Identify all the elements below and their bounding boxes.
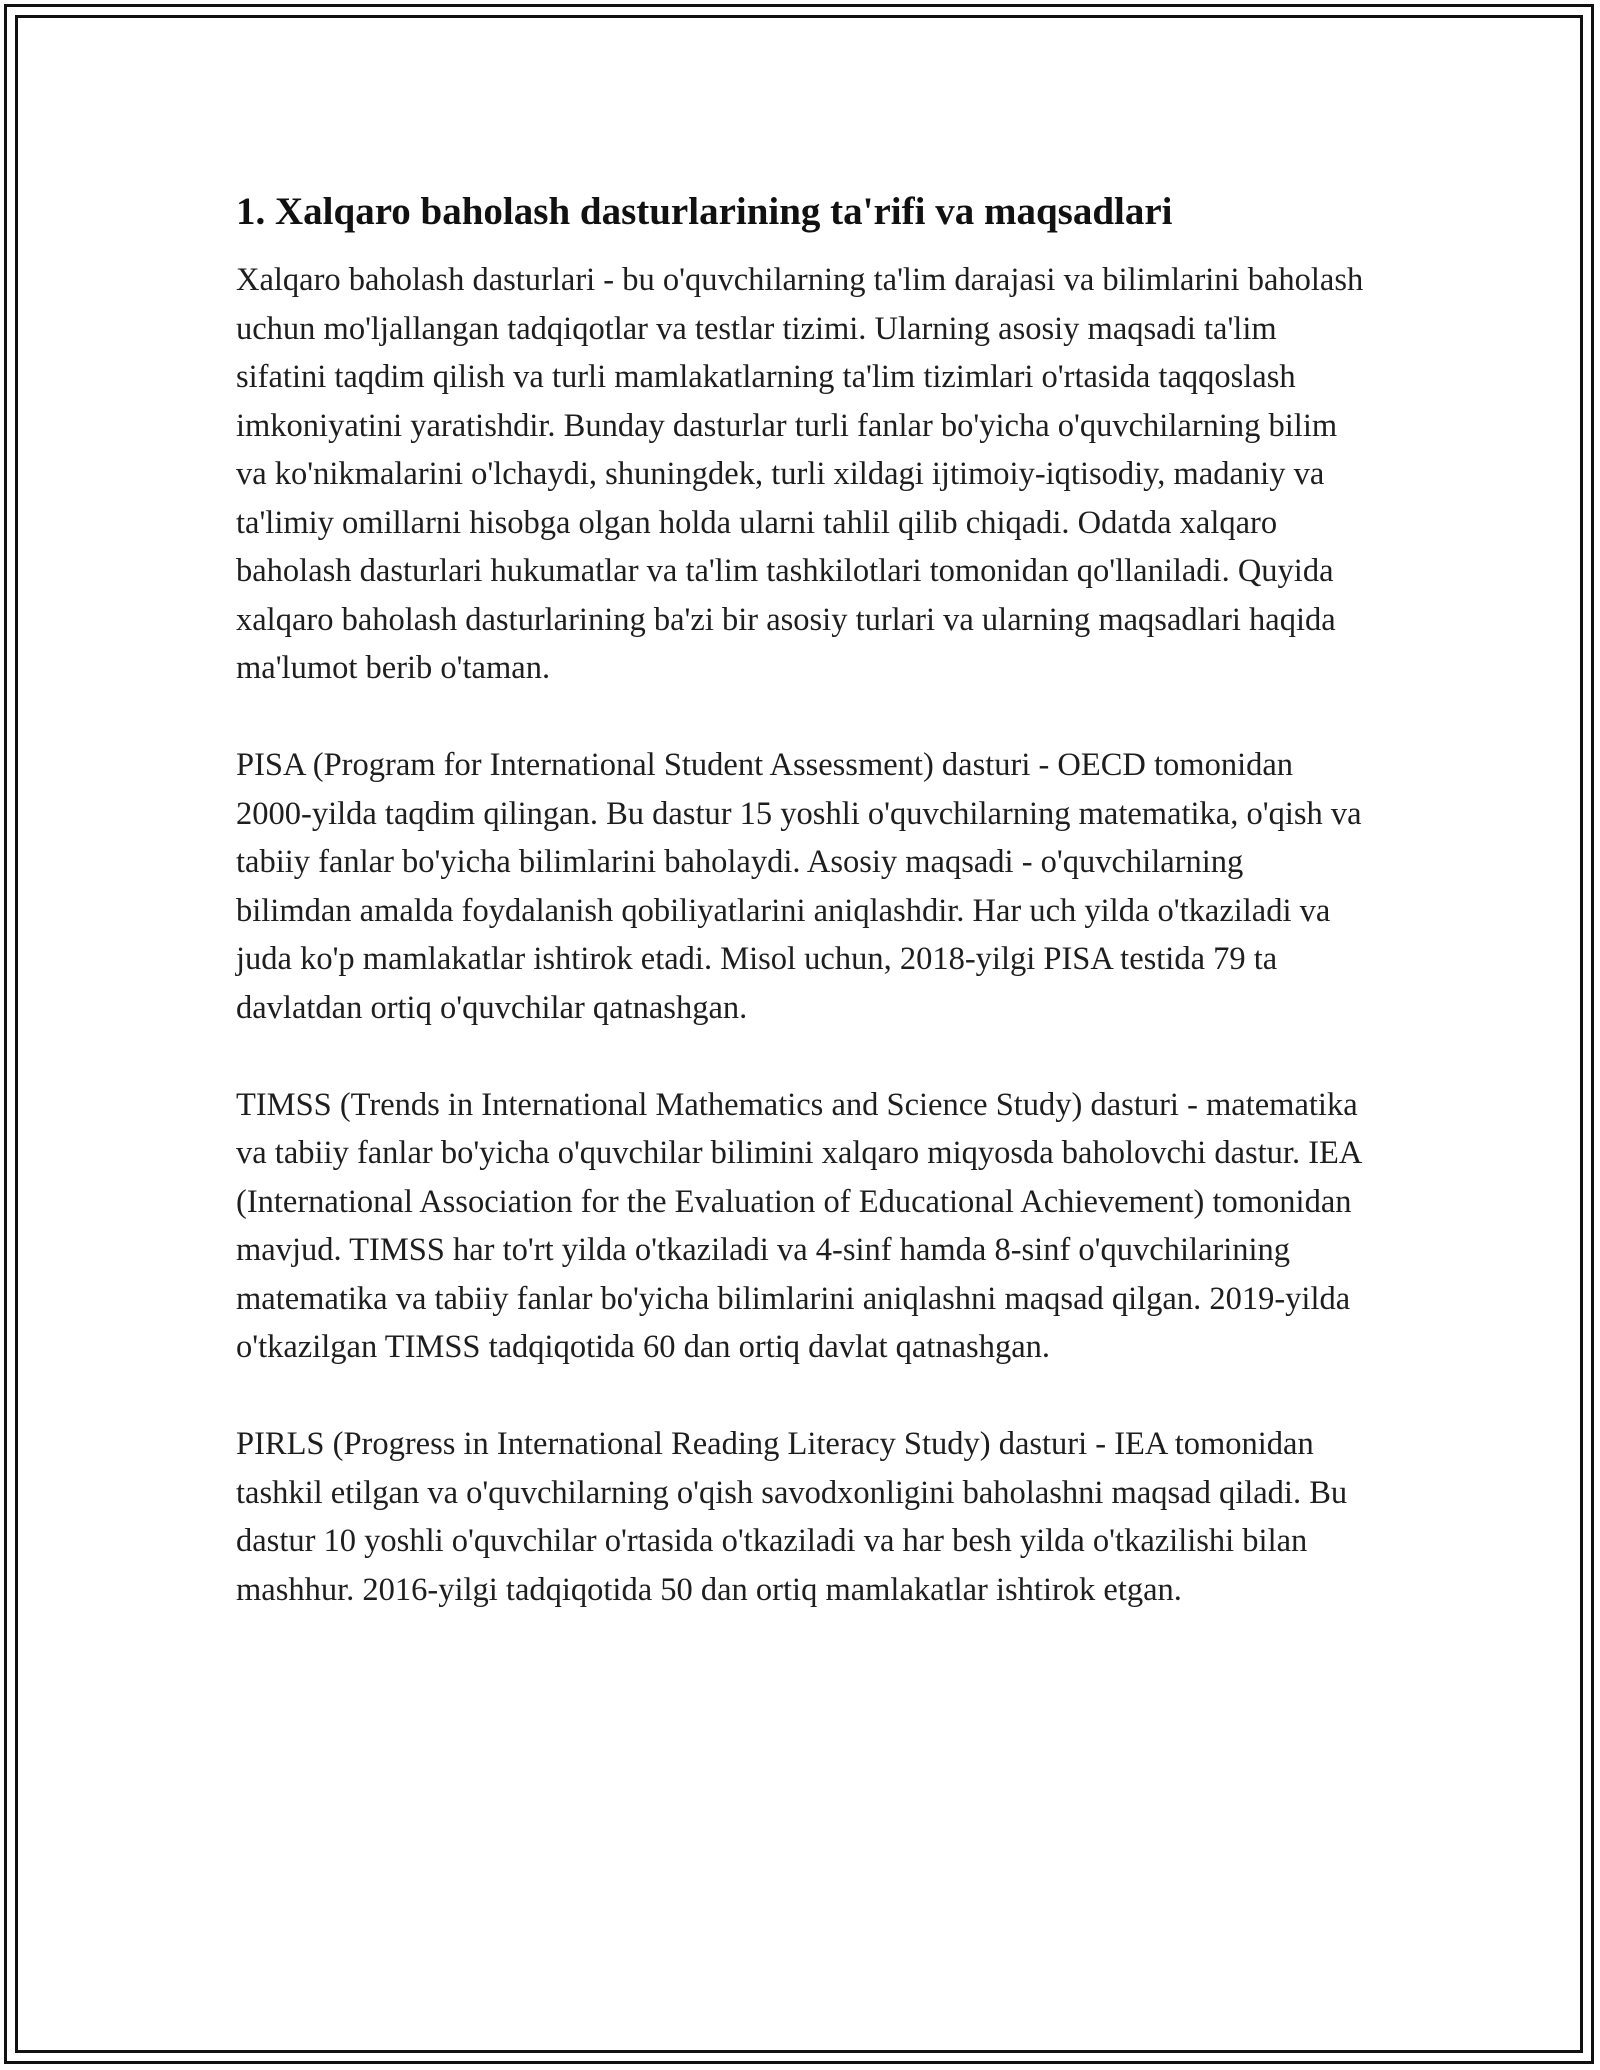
section-heading: 1. Xalqaro baholash dasturlarining ta'rifi va maqsadlari [236, 190, 1173, 233]
paragraph-pirls: PIRLS (Progress in International Reading Literacy Study) dasturi - IEA tomonidan tashkil etilgan va o'quvchilarning o'qish savodxonligini baholashni maqsad qiladi. Bu dastur 10 yoshli o'quvchilar o'rtasida o'tkaziladi va har besh yilda o'tkazilishi bilan mashhur. 2016-yilgi tadqiqotida 50 dan ortiq mamlakatlar ishtirok etgan. [236, 1426, 1348, 1608]
paragraph-intro: Xalqaro baholash dasturlari - bu o'quvchilarning ta'lim darajasi va bilimlarini baholash uchun mo'ljallangan tadqiqotlar va testlar tizimi. Ularning asosiy maqsadi ta'lim sifatini taqdim qilish va turli mamlakatlarning ta'lim tizimlari o'rtasida taqqoslash imkoniyatini yaratishdir. Bunday dasturlar turli fanlar bo'yicha o'quvchilarning bilim va ko'nikmalarini o'lchaydi, shuningdek, turli xildagi ijtimoiy-iqtisodiy, madaniy va ta'limiy omillarni hisobga olgan holda ularni tahlil qilib chiqadi. Odatda xalqaro baholash dasturlari hukumatlar va ta'lim tashkilotlari tomonidan qo'llaniladi. Quyida xalqaro baholash dasturlarining ba'zi bir asosiy turlari va ularning maqsadlari haqida ma'lumot berib o'taman. [236, 262, 1364, 686]
paragraph-timss: TIMSS (Trends in International Mathematics and Science Study) dasturi - matematika va tabiiy fanlar bo'yicha o'quvchilar bilimini xalqaro miqyosda baholovchi dastur. IEA (International Association for the Evaluation of Educational Achievement) tomonidan mavjud. TIMSS har to'rt yilda o'tkaziladi va 4-sinf hamda 8-sinf o'quvchilarining matematika va tabiiy fanlar bo'yicha bilimlarini aniqlashni maqsad qilgan. 2019-yilda o'tkazilgan TIMSS tadqiqotida 60 dan ortiq davlat qatnashgan. [236, 1086, 1361, 1365]
paragraph-pisa: PISA (Program for International Student Assessment) dasturi - OECD tomonidan 2000-yilda taqdim qilingan. Bu dastur 15 yoshli o'quvchilarning matematika, o'qish va tabiiy fanlar bo'yicha bilimlarini baholaydi. Asosiy maqsadi - o'quvchilarning bilimdan amalda foydalanish qobiliyatlarini aniqlashdir. Har uch yilda o'tkaziladi va juda ko'p mamlakatlar ishtirok etadi. Misol uchun, 2018-yilgi PISA testida 79 ta davlatdan ortiq o'quvchilar qatnashgan. [236, 747, 1362, 1026]
document-body [236, 186, 1366, 1614]
